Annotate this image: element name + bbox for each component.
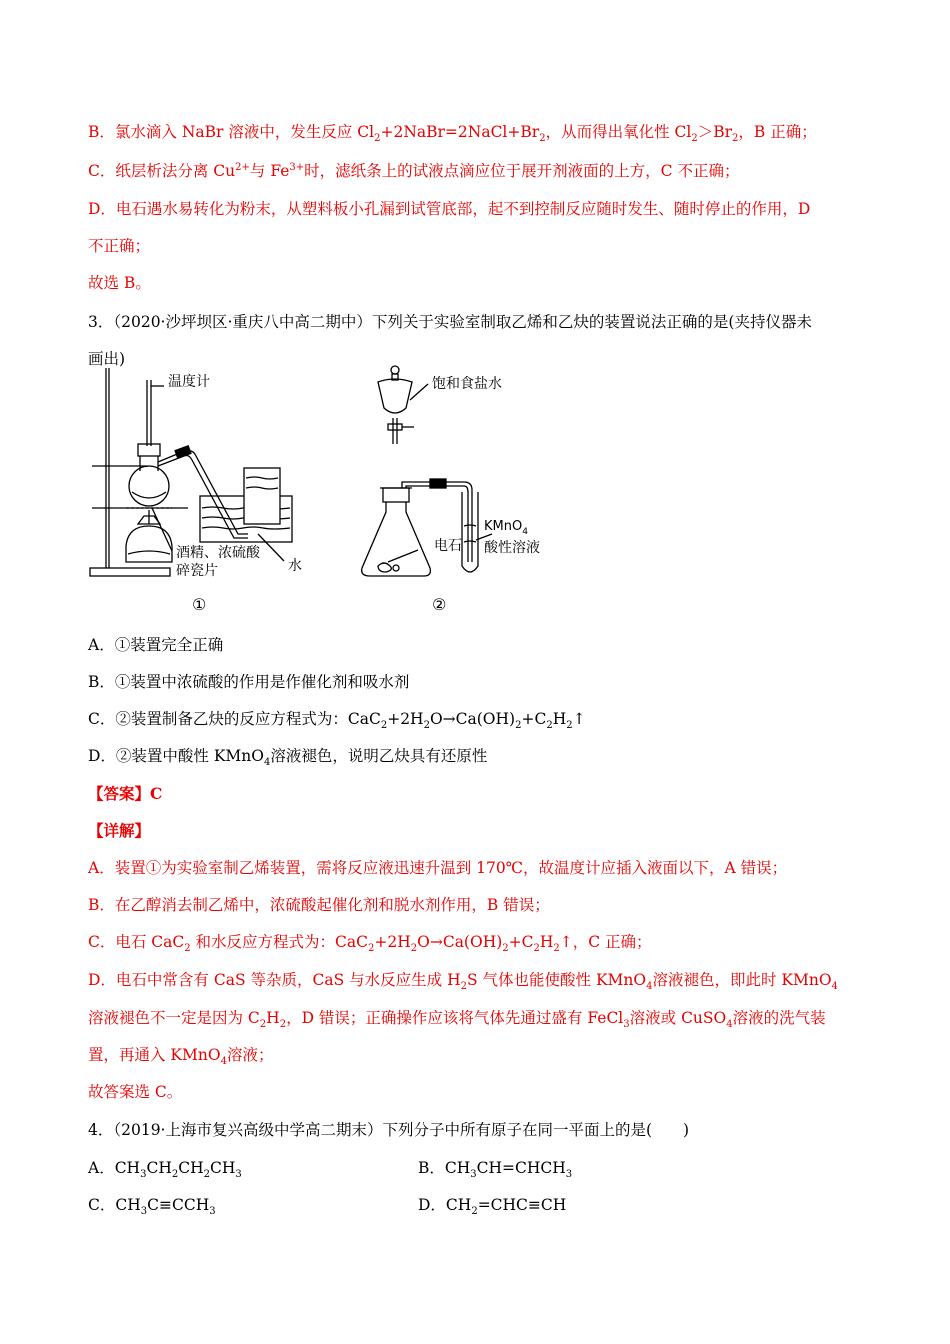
q4-option-b: B．$CH_3CH=CHCH_3$ (418, 1159, 573, 1181)
apparatus-figure (88, 356, 608, 618)
q4-option-d: D．$CH_2=CHC\equiv CH$ (418, 1196, 567, 1218)
label-reagents: 酒精、浓硫酸 (176, 545, 260, 561)
label-water: 水 (288, 558, 302, 574)
q3-explanation-b: B．在乙醇消去制乙烯中，浓硫酸起催化剂和脱水剂作用，B 错误； (88, 896, 550, 914)
q3-option-c: C．②装置制备乙炔的反应方程式为：$CaC_2+2H_2O\to Ca(OH)_2+C_2H_2↑$ (88, 710, 586, 732)
q3-detail-heading: 【详解】 (88, 821, 151, 840)
q4-stem: 4．（2019·上海市复兴高级中学高二期末）下列分子中所有原子在同一平面上的是( ) (88, 1121, 690, 1139)
q3-explanation-d: D．电石中常含有 CaS 等杂质，CaS 与水反应生成 $H_2S$ 气体也能使酸性 KMnO$_4$溶液褪色，即此时 KMnO$_4$ (88, 971, 838, 993)
label-kmno4: KMnO$_4$ (484, 519, 528, 537)
label-saturated-brine: 饱和食盐水 (432, 376, 502, 392)
q4-option-a: A．$CH_3CH_2CH_2CH_3$ (88, 1159, 242, 1181)
q3-stem: 3．（2020·沙坪坝区·重庆八中高二期中）下列关于实验室制取乙烯和乙炔的装置说法正确的是(夹持仪器未 (88, 313, 812, 331)
q3-answer: 【答案】C (88, 784, 163, 803)
label-thermometer: 温度计 (168, 374, 210, 390)
q3-explanation-c: C．电石 CaC$_2$ 和水反应方程式为：$CaC_2+2H_2O\to Ca(OH)_2+C_2H_2↑$，C 正确； (88, 933, 652, 955)
label-porcelain-chips: 碎瓷片 (176, 563, 218, 579)
q3-option-b: B．①装置中浓硫酸的作用是作催化剂和吸水剂 (88, 673, 410, 691)
q2-conclusion: 故选 B。 (88, 274, 151, 292)
label-calcium-carbide: 电石 (434, 538, 462, 554)
q2-option-c-explanation: C．纸层析法分离 $Cu^{2+}$与 $Fe^{3+}$时，滤纸条上的试液点滴应位于展开剂液面的上方，C 不正确； (88, 161, 740, 180)
q3-explanation-a: A．装置①为实验室制乙烯装置，需将反应液迅速升温到 170℃，故温度计应插入液面以下，A 错误； (88, 859, 788, 877)
apparatus-number-1: ① (192, 595, 207, 614)
q3-option-a: A．①装置完全正确 (88, 636, 224, 654)
q3-explanation-d-cont: 溶液褪色不一定是因为 $C_2H_2$，D 错误；正确操作应该将气体先通过盛有 FeCl$_3$溶液或 CuSO$_4$溶液的洗气装 (88, 1009, 826, 1031)
q2-option-d-explanation: D．电石遇水易转化为粉末，从塑料板小孔漏到试管底部，起不到控制反应随时发生、随时停止的作用，D (88, 200, 811, 218)
q3-option-d: D．②装置中酸性 KMnO$_4$溶液褪色，说明乙炔具有还原性 (88, 747, 488, 769)
q2-option-b-explanation: B．氯水滴入 NaBr 溶液中，发生反应 $Cl_2+2NaBr=2NaCl+Br_2$，从而得出氧化性 $Cl_2>Br_2$，B 正确； (88, 123, 817, 145)
q2-option-d-explanation-cont: 不正确； (88, 237, 151, 255)
q3-conclusion: 故答案选 C。 (88, 1083, 183, 1101)
label-acidic-solution: 酸性溶液 (484, 540, 540, 556)
q3-stem-cont: 画出) (88, 350, 126, 368)
q3-explanation-d-end: 置，再通入 KMnO$_4$溶液； (88, 1046, 274, 1068)
q4-option-c: C．$CH_3C\equiv CCH_3$ (88, 1196, 216, 1218)
apparatus-number-2: ② (432, 595, 447, 614)
